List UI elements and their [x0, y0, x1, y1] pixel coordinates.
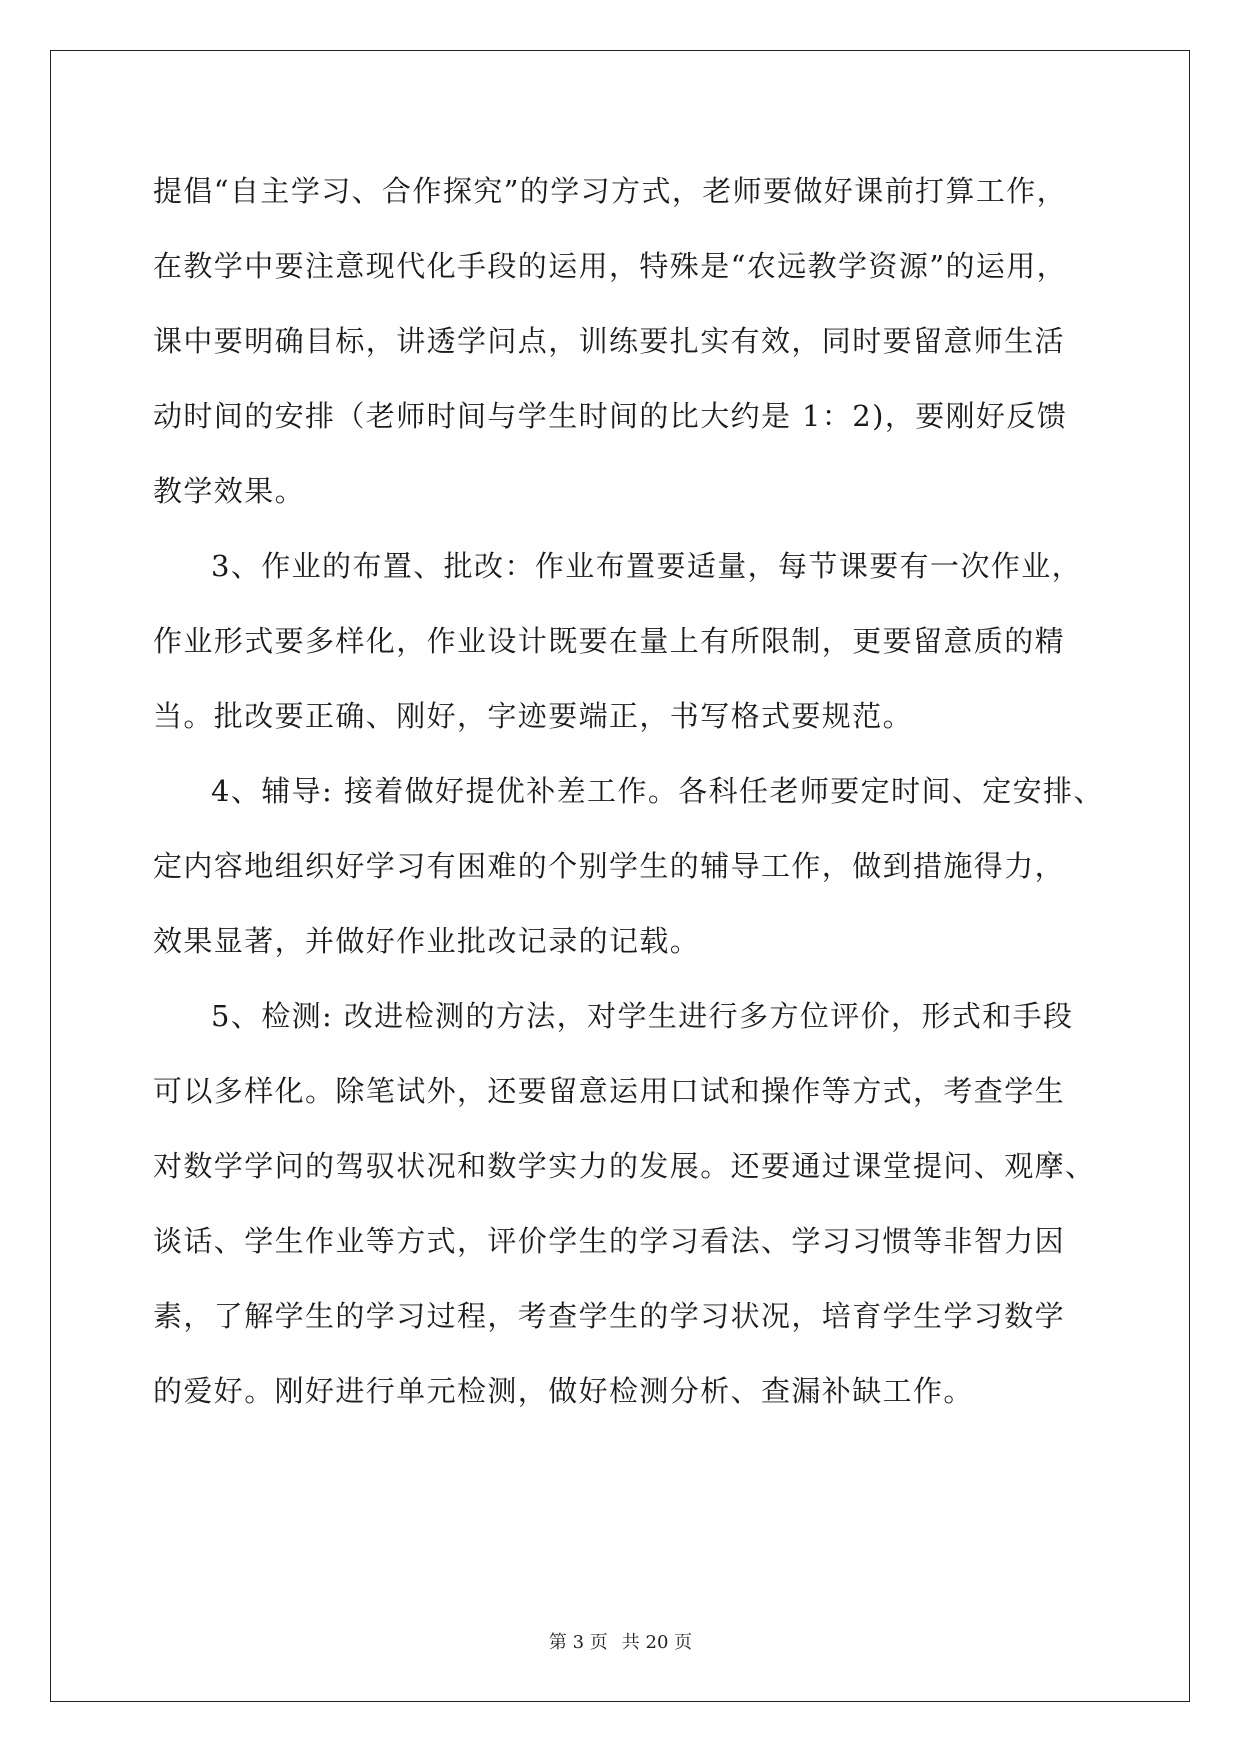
text-line: 在教学中要注意现代化手段的运用，特殊是“农远教学资源”的运用， — [153, 249, 1068, 283]
page-number-current: 第 3 页 — [548, 1632, 608, 1653]
text-line: 的爱好。刚好进行单元检测，做好检测分析、查漏补缺工作。 — [153, 1374, 974, 1408]
text-line: 素，了解学生的学习过程，考查学生的学习状况，培育学生学习数学 — [153, 1299, 1066, 1333]
document-body — [153, 154, 1104, 1429]
text-line: 谈话、学生作业等方式，评价学生的学习看法、学习习惯等非智力因 — [153, 1224, 1066, 1258]
text-line: 教学效果。 — [153, 474, 306, 508]
paragraph-start-line: 3、作业的布置、批改：作业布置要适量，每节课要有一次作业， — [211, 549, 1083, 583]
text-line: 可以多样化。除笔试外，还要留意运用口试和操作等方式，考查学生 — [153, 1074, 1066, 1108]
text-line: 课中要明确目标，讲透学问点，训练要扎实有效，同时要留意师生活 — [153, 324, 1066, 358]
paragraph-start-line: 5、检测: 改进检测的方法，对学生进行多方位评价，形式和手段 — [211, 999, 1074, 1033]
page-number-total: 共 20 页 — [621, 1632, 693, 1653]
page-footer — [0, 1631, 1241, 1655]
text-line: 效果显著，并做好作业批改记录的记载。 — [153, 924, 701, 958]
text-line: 动时间的安排（老师时间与学生时间的比大约是 1：2)，要刚好反馈 — [153, 399, 1068, 433]
text-line: 提倡“自主学习、合作探究”的学习方式，老师要做好课前打算工作， — [153, 174, 1068, 208]
text-line: 定内容地组织好学习有困难的个别学生的辅导工作，做到措施得力， — [153, 849, 1066, 883]
text-line: 对数学学问的驾驭状况和数学实力的发展。还要通过课堂提问、观摩、 — [153, 1149, 1096, 1183]
text-line: 作业形式要多样化，作业设计既要在量上有所限制，更要留意质的精 — [153, 624, 1066, 658]
text-line: 当。批改要正确、刚好，字迹要端正，书写格式要规范。 — [153, 699, 914, 733]
paragraph-start-line: 4、辅导: 接着做好提优补差工作。各科任老师要定时间、定安排、 — [211, 774, 1104, 808]
